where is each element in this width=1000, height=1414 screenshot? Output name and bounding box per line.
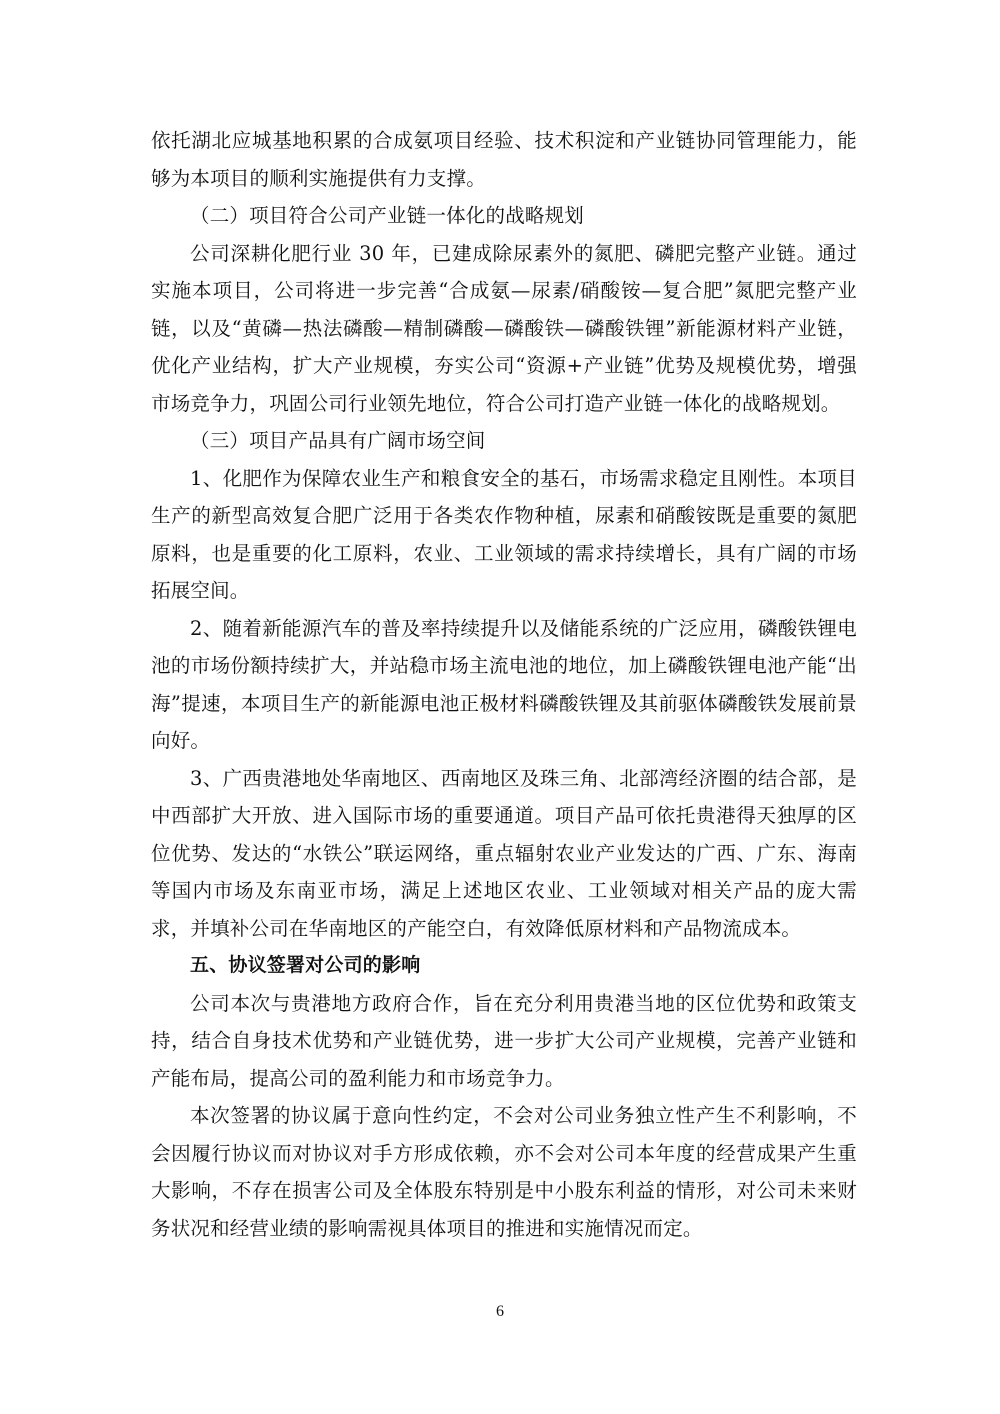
paragraph-impact-1: 公司本次与贵港地方政府合作，旨在充分利用贵港当地的区位优势和政策支持，结合自身技术优势和产业链优势，进一步扩大公司产业规模，完善产业链和产能布局，提高公司的盈利能力和市场竞争力。 <box>151 991 857 1090</box>
paragraph-point-2: 2、随着新能源汽车的普及率持续提升以及储能系统的广泛应用，磷酸铁锂电池的市场份额持续扩大，并站稳市场主流电池的地位，加上磷酸铁锂电池产能“出海”提速，本项目生产的新能源电池正极材料磷酸铁锂及其前驱体磷酸铁发展前景向好。 <box>151 616 857 752</box>
paragraph-industry-chain: 公司深耕化肥行业 30 年，已建成除尿素外的氮肥、磷肥完整产业链。通过实施本项目，公司将进一步完善“合成氨—尿素/硝酸铵—复合肥”氮肥完整产业链，以及“黄磷—热法磷酸—精制磷酸—磷酸铁—磷酸铁锂”新能源材料产业链，优化产业结构，扩大产业规模，夯实公司“资源+产业链”优势及规模优势，增强市场竞争力，巩固公司行业领先地位，符合公司打造产业链一体化的战略规划。 <box>151 241 857 415</box>
subheading-market-space: （三）项目产品具有广阔市场空间 <box>190 429 486 452</box>
paragraph-impact-2: 本次签署的协议属于意向性约定，不会对公司业务独立性产生不利影响，不会因履行协议而对协议对手方形成依赖，亦不会对公司本年度的经营成果产生重大影响，不存在损害公司及全体股东特别是中小股东利益的情形，对公司未来财务状况和经营业绩的影响需视具体项目的推进和实施情况而定。 <box>151 1104 857 1240</box>
section-heading-impact: 五、协议签署对公司的影响 <box>190 954 421 976</box>
page-number: 6 <box>496 1303 504 1320</box>
paragraph-point-1: 1、化肥作为保障农业生产和粮食安全的基石，市场需求稳定且刚性。本项目生产的新型高效复合肥广泛用于各类农作物种植，尿素和硝酸铵既是重要的氮肥原料，也是重要的化工原料，农业、工业领域的需求持续增长，具有广阔的市场拓展空间。 <box>151 466 857 602</box>
document-body <box>151 122 857 1247</box>
paragraph-point-3: 3、广西贵港地处华南地区、西南地区及珠三角、北部湾经济圈的结合部，是中西部扩大开放、进入国际市场的重要通道。项目产品可依托贵港得天独厚的区位优势、发达的“水铁公”联运网络，重点辐射农业产业发达的广西、广东、海南等国内市场及东南亚市场，满足上述地区农业、工业领域对相关产品的庞大需求，并填补公司在华南地区的产能空白，有效降低原材料和产品物流成本。 <box>151 766 857 940</box>
paragraph-continuation: 依托湖北应城基地积累的合成氨项目经验、技术积淀和产业链协同管理能力，能够为本项目的顺利实施提供有力支撑。 <box>151 129 857 190</box>
subheading-strategy: （二）项目符合公司产业链一体化的战略规划 <box>190 204 585 227</box>
